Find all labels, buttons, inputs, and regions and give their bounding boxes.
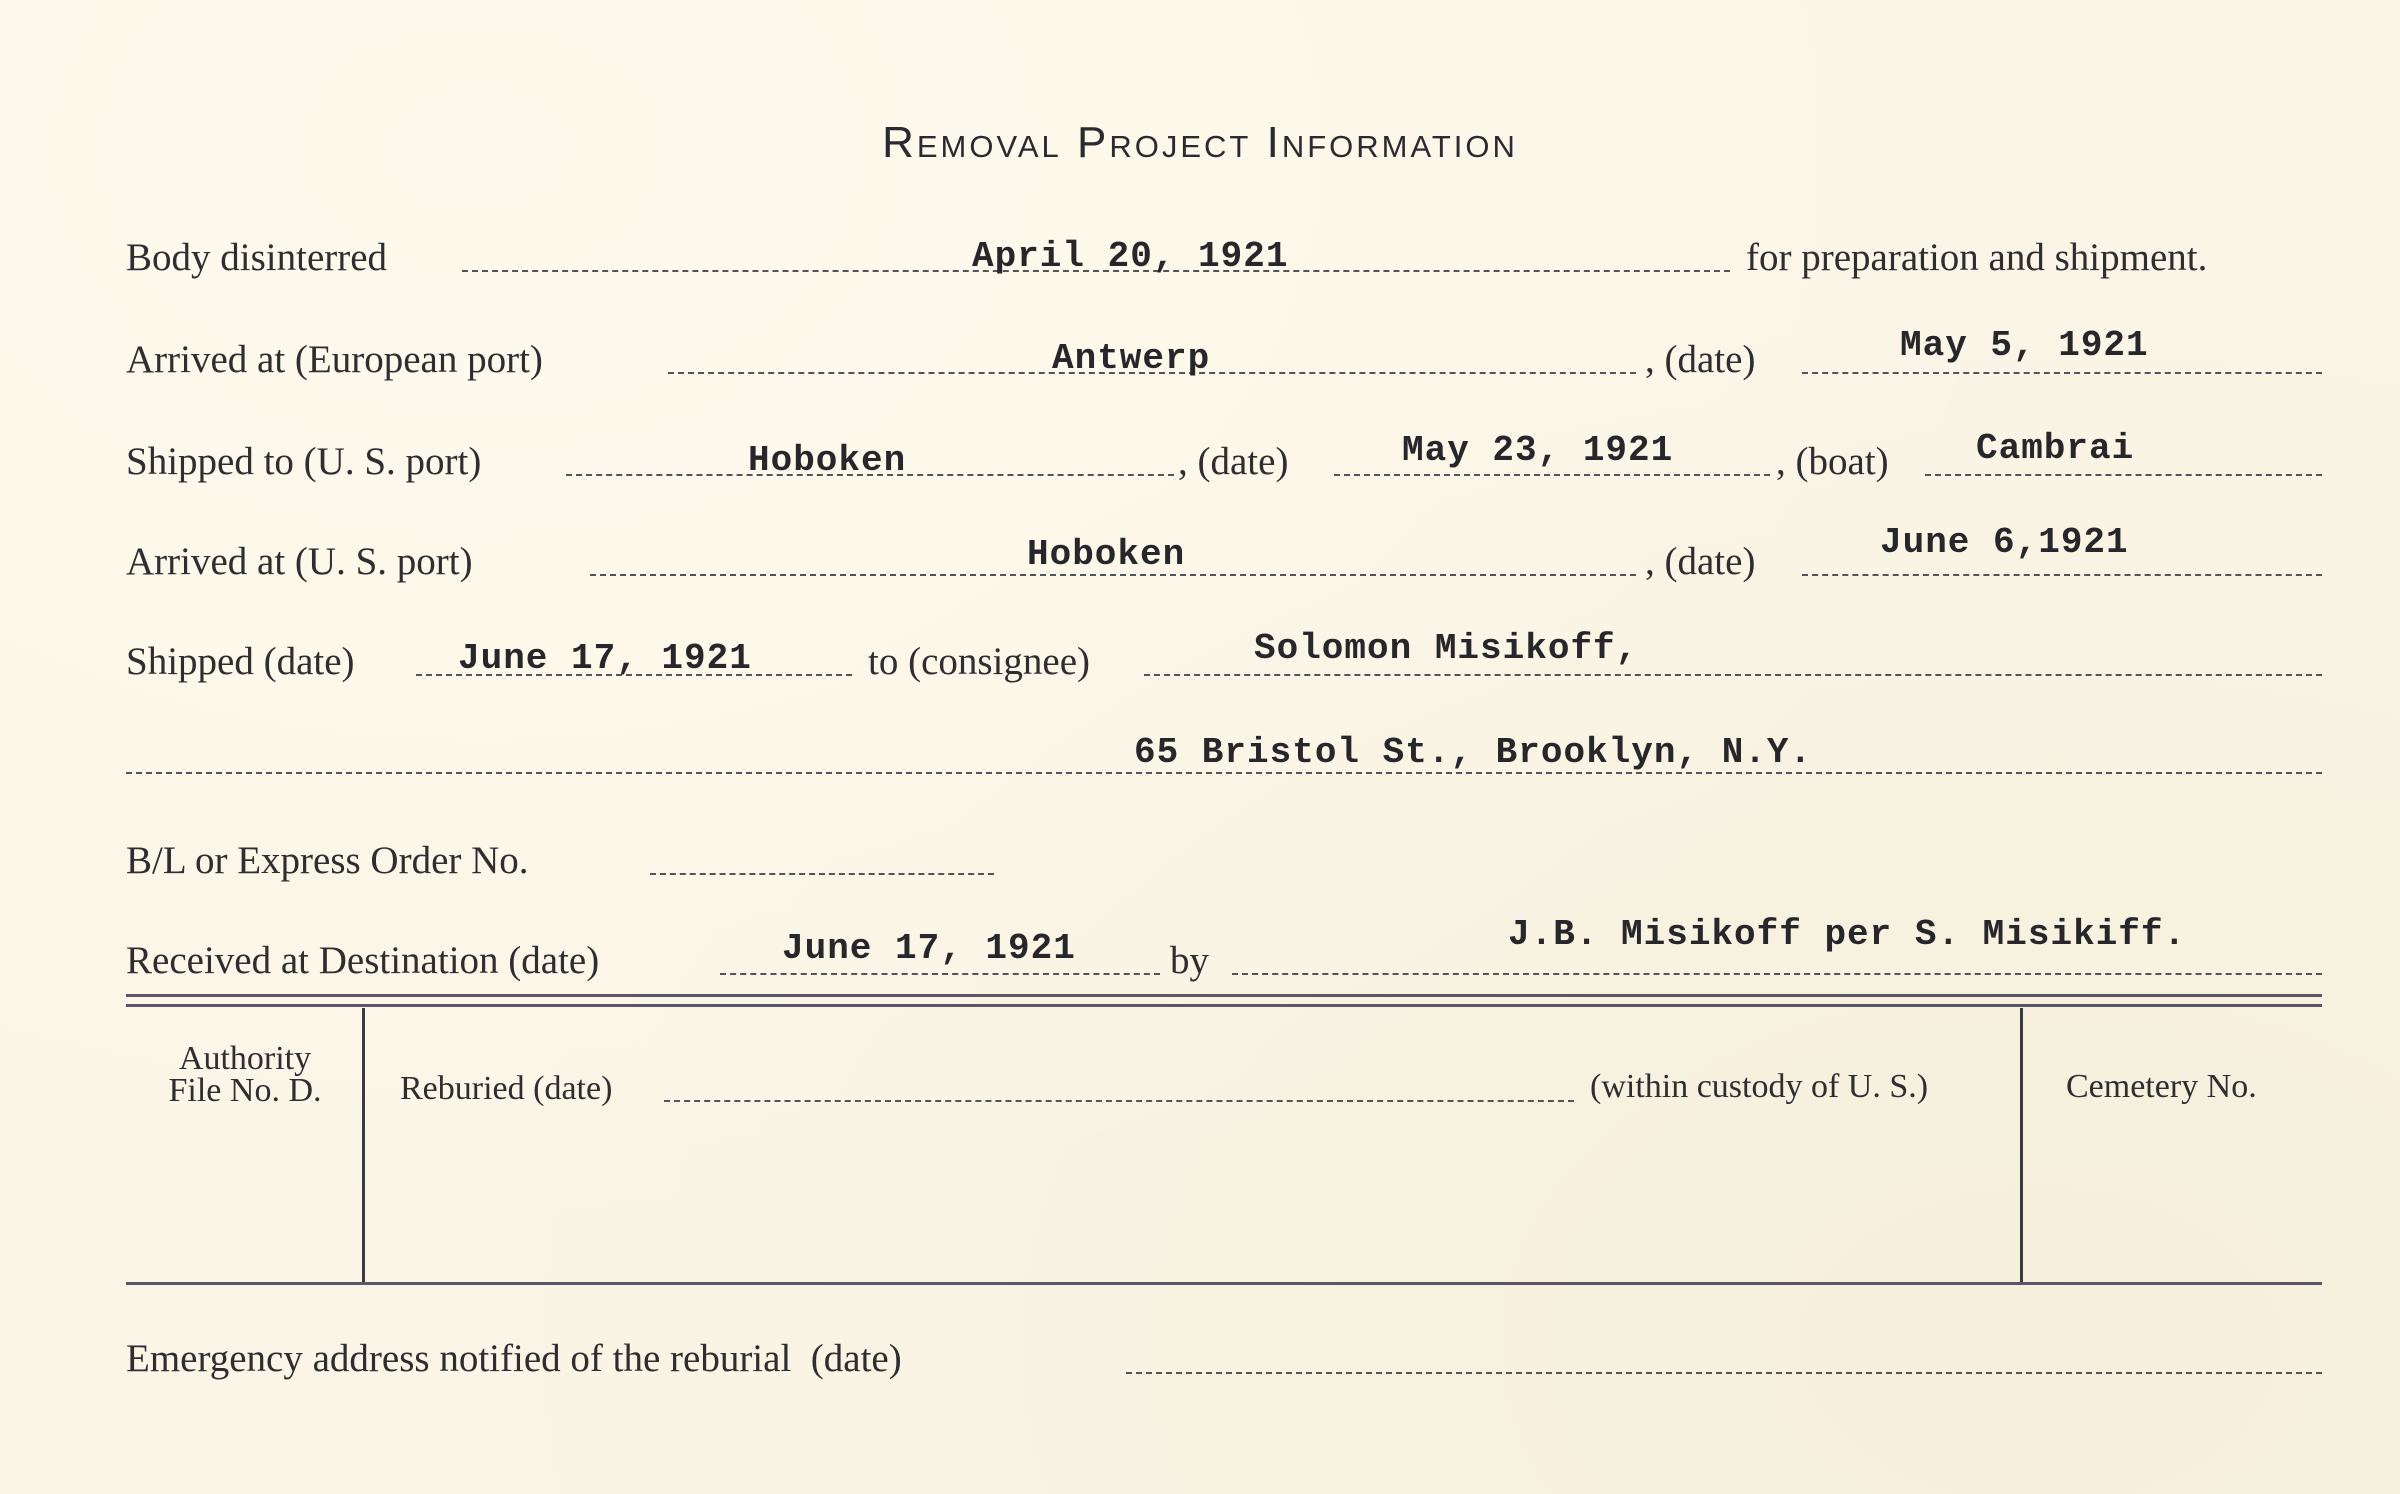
table-top-rule-1: [126, 994, 2322, 997]
form-title: Removal Project Information: [882, 118, 1518, 167]
table-divider-right: [2020, 1008, 2023, 1284]
received-by-line: [1232, 973, 2322, 975]
bl-line: [650, 873, 994, 875]
emergency-label: Emergency address notified of the reburial (date): [126, 1337, 902, 1380]
authority-label-1: Authority: [178, 1040, 312, 1077]
disinterred-suffix: for preparation and shipment.: [1746, 236, 2208, 279]
shipped-date: June 17, 1921: [458, 638, 752, 679]
shipped-us-date-line: [1334, 474, 1770, 476]
shipped-us-label: Shipped to (U. S. port): [126, 440, 482, 483]
consignee-line: [1144, 674, 2322, 676]
custody-label: (within custody of U. S.): [1590, 1068, 1929, 1105]
reburied-label: Reburied (date): [400, 1070, 613, 1107]
arrived-eu-date-line: [1802, 372, 2322, 374]
disinterred-date: April 20, 1921: [972, 236, 1289, 277]
emergency-line: [1126, 1372, 2322, 1374]
consignee-address: 65 Bristol St., Brooklyn, N.Y.: [1134, 732, 1813, 773]
cemetery-label: Cemetery No.: [2066, 1068, 2257, 1105]
disinterred-label: Body disinterred: [126, 236, 388, 279]
shipped-us-boat-line: [1925, 474, 2322, 476]
arrived-eu-date-label: , (date): [1645, 338, 1756, 381]
arrived-us-date-label: , (date): [1645, 540, 1756, 583]
arrived-us-port: Hoboken: [1027, 534, 1186, 575]
received-by: J.B. Misikoff per S. Misikiff.: [1508, 914, 2187, 955]
arrived-us-date: June 6,1921: [1880, 522, 2129, 563]
received-by-label: by: [1170, 939, 1209, 982]
received-date: June 17, 1921: [782, 928, 1076, 969]
shipped-us-date-label: , (date): [1178, 440, 1289, 483]
table-top-rule-2: [126, 1004, 2322, 1007]
consignee-name: Solomon Misikoff,: [1254, 628, 1639, 669]
shipped-us-port: Hoboken: [748, 440, 907, 481]
arrived-us-date-line: [1802, 574, 2322, 576]
table-divider-left: [362, 1008, 365, 1284]
arrived-us-label: Arrived at (U. S. port): [126, 540, 473, 583]
consignee-label: to (consignee): [868, 640, 1091, 683]
table-bottom-rule: [126, 1282, 2322, 1285]
shipped-us-date: May 23, 1921: [1402, 430, 1674, 471]
received-label: Received at Destination (date): [126, 939, 600, 982]
reburied-line: [664, 1100, 1574, 1102]
arrived-eu-label: Arrived at (European port): [126, 338, 543, 381]
arrived-eu-date: May 5, 1921: [1900, 325, 2149, 366]
bl-label: B/L or Express Order No.: [126, 839, 529, 882]
shipped-us-boat-label: , (boat): [1776, 440, 1889, 483]
received-date-line: [720, 973, 1160, 975]
authority-label-2: File No. D.: [168, 1072, 322, 1109]
arrived-eu-port: Antwerp: [1052, 338, 1211, 379]
shipped-us-boat: Cambrai: [1976, 428, 2135, 469]
shipped-date-label: Shipped (date): [126, 640, 355, 683]
